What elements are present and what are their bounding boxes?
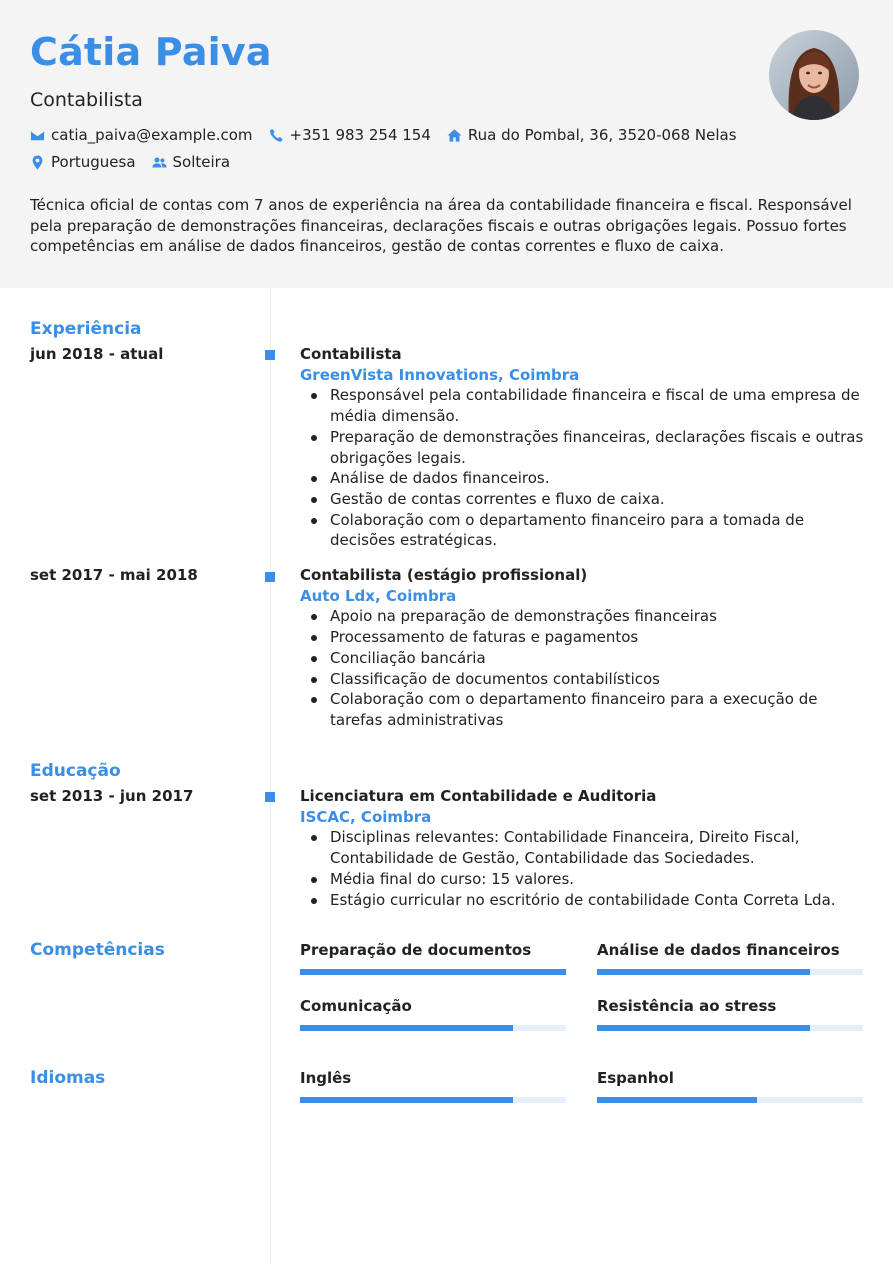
column-divider [270, 288, 271, 1263]
phone-icon [269, 128, 284, 143]
language-level-fill [300, 1097, 513, 1103]
language-level-fill [597, 1097, 757, 1103]
entry-bullets [300, 606, 865, 730]
skill-item [597, 941, 863, 959]
language-item [300, 1069, 566, 1087]
entry-bullets [300, 385, 865, 551]
list-item: Média final do curso: 15 valores. [300, 869, 865, 890]
timeline-marker [265, 572, 275, 582]
language-label: Espanhol [597, 1069, 674, 1087]
skill-level-track [300, 969, 566, 975]
skill-label: Preparação de documentos [300, 941, 532, 959]
skill-level-track [597, 969, 863, 975]
contact-email[interactable] [30, 126, 253, 144]
list-item: Classificação de documentos contabilísticos [300, 669, 865, 690]
skill-level-track [597, 1025, 863, 1031]
language-item [597, 1069, 863, 1087]
experience-entry [300, 565, 865, 731]
skill-level-fill [597, 969, 810, 975]
contact-nationality [30, 153, 136, 171]
contact-row-secondary [30, 153, 246, 171]
users-icon [152, 155, 167, 170]
education-date: set 2013 - jun 2017 [30, 787, 194, 805]
list-item: Gestão de contas correntes e fluxo de caixa. [300, 489, 865, 510]
section-title-education: Educação [30, 761, 121, 781]
contact-phone[interactable] [269, 126, 431, 144]
experience-date: set 2017 - mai 2018 [30, 566, 198, 584]
entry-bullets [300, 827, 865, 910]
skill-level-track [300, 1025, 566, 1031]
list-item: Processamento de faturas e pagamentos [300, 627, 865, 648]
contact-marital-status [152, 153, 231, 171]
contact-nationality-text: Portuguesa [51, 153, 136, 171]
home-icon [447, 128, 462, 143]
language-level-track [300, 1097, 566, 1103]
skill-item [300, 997, 566, 1015]
education-entry [300, 786, 865, 910]
candidate-role: Contabilista [30, 89, 143, 111]
resume-header [0, 0, 893, 288]
contact-address [447, 126, 737, 144]
location-pin-icon [30, 155, 45, 170]
experience-entry [300, 344, 865, 551]
contact-row-primary [30, 126, 753, 144]
list-item: Análise de dados financeiros. [300, 468, 865, 489]
list-item: Preparação de demonstrações financeiras, declarações fiscais e outras obrigações legais. [300, 427, 865, 468]
envelope-icon [30, 128, 45, 143]
entry-organization: Auto Ldx, Coimbra [300, 586, 457, 605]
list-item: Disciplinas relevantes: Contabilidade Financeira, Direito Fiscal, Contabilidade de Gestão, Contabilidade das Sociedades. [300, 827, 865, 868]
list-item: Estágio curricular no escritório de contabilidade Conta Correta Lda. [300, 890, 865, 911]
skill-level-fill [300, 1025, 513, 1031]
skill-level-fill [597, 1025, 810, 1031]
skill-level-fill [300, 969, 566, 975]
experience-date: jun 2018 - atual [30, 345, 164, 363]
list-item: Conciliação bancária [300, 648, 865, 669]
list-item: Responsável pela contabilidade financeira e fiscal de uma empresa de média dimensão. [300, 385, 865, 426]
skill-item [300, 941, 566, 959]
profile-summary: Técnica oficial de contas com 7 anos de experiência na área da contabilidade financeira e fiscal. Responsável pela preparação de demonstrações financeiras, declarações fiscais e outras obrigações legais. Possuo fortes competências em análise de dados financeiros, gestão de contas correntes e fluxo de caixa. [30, 196, 852, 256]
skill-label: Comunicação [300, 997, 412, 1015]
candidate-name: Cátia Paiva [30, 30, 272, 74]
list-item: Apoio na preparação de demonstrações financeiras [300, 606, 865, 627]
list-item: Colaboração com o departamento financeiro para a tomada de decisões estratégicas. [300, 510, 865, 551]
contact-email-text: catia_paiva@example.com [51, 126, 253, 144]
skill-label: Análise de dados financeiros [597, 941, 840, 959]
entry-organization: ISCAC, Coimbra [300, 807, 432, 826]
contact-marital-status-text: Solteira [172, 153, 231, 171]
language-level-track [597, 1097, 863, 1103]
entry-title: Contabilista [300, 345, 402, 363]
timeline-marker [265, 350, 275, 360]
contact-address-text: Rua do Pombal, 36, 3520-068 Nelas [467, 126, 737, 144]
language-label: Inglês [300, 1069, 352, 1087]
entry-title: Contabilista (estágio profissional) [300, 566, 588, 584]
section-title-skills: Competências [30, 940, 165, 960]
timeline-marker [265, 792, 275, 802]
profile-photo [769, 30, 859, 120]
entry-title: Licenciatura em Contabilidade e Auditoria [300, 787, 657, 805]
section-title-experience: Experiência [30, 319, 142, 339]
contact-phone-text: +351 983 254 154 [289, 126, 431, 144]
skill-label: Resistência ao stress [597, 997, 777, 1015]
skill-item [597, 997, 863, 1015]
list-item: Colaboração com o departamento financeiro para a execução de tarefas administrativas [300, 689, 865, 730]
section-title-languages: Idiomas [30, 1068, 106, 1088]
entry-organization: GreenVista Innovations, Coimbra [300, 365, 580, 384]
